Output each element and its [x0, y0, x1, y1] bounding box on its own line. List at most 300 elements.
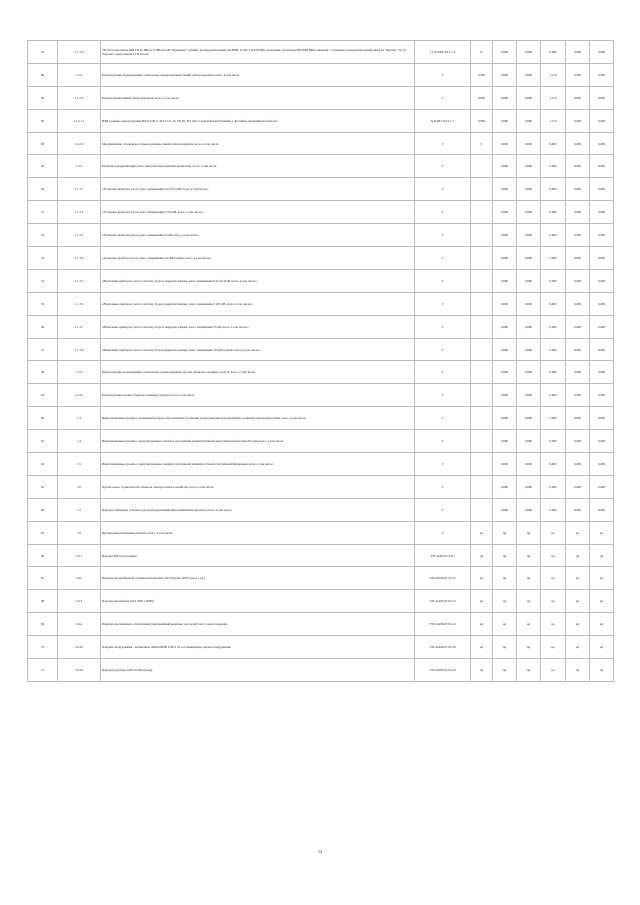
cell-project-id: Г	[415, 86, 471, 109]
cell-value-2: нд	[517, 590, 541, 613]
cell-value-1: 0,000	[493, 178, 517, 201]
cell-value-1: 0,000	[493, 407, 517, 430]
cell-unit	[471, 315, 493, 338]
cell-unit: пс	[471, 41, 493, 64]
cell-project-id: Г	[415, 63, 471, 86]
cell-value-2: нд	[517, 567, 541, 590]
cell-value-1: 0,000	[493, 498, 517, 521]
cell-unit: нд	[471, 544, 493, 567]
cell-row-number: 71	[28, 659, 58, 682]
cell-value-2: нд	[517, 636, 541, 659]
cell-unit: нд	[471, 567, 493, 590]
cell-item-code: 1.6.18	[58, 636, 101, 659]
cell-value-5: 0,000	[590, 63, 614, 86]
cell-value-2: 0,000	[517, 498, 541, 521]
cell-value-1: 0,000	[493, 247, 517, 270]
cell-project-id: Г	[415, 475, 471, 498]
cell-value-4: 0,000	[566, 475, 590, 498]
cell-unit	[471, 201, 493, 224]
cell-item-name: Прочее новое строительство объектов электросетевого хозяйства, всего, в том числе:	[101, 475, 415, 498]
cell-unit	[471, 224, 493, 247]
cell-project-id: ЭТС.КАВ.ОГЭ.6.1	[415, 544, 471, 567]
cell-item-name: Покупка ноутбука АЗУС/ОЭК (бренд)	[101, 659, 415, 682]
cell-item-code: 1.1.3.4	[58, 247, 101, 270]
cell-unit: нд	[471, 613, 493, 636]
cell-value-3: 0,000	[541, 201, 566, 224]
cell-item-code: 1.1.3.2	[58, 201, 101, 224]
cell-item-code: 1.6.19	[58, 659, 101, 682]
cell-item-code: 1.2.3	[58, 155, 101, 178]
table-row	[28, 86, 614, 109]
cell-row-number: 56	[28, 315, 58, 338]
cell-value-1: 0,000	[493, 224, 517, 247]
cell-item-code: 1.2.4	[58, 361, 101, 384]
cell-value-3: 1,113	[541, 86, 566, 109]
cell-project-id: Г	[415, 292, 471, 315]
cell-value-5: нд	[590, 521, 614, 544]
cell-project-id: ЭТС.КАВ.ОГЭ.6.19	[415, 659, 471, 682]
cell-value-4: 0,000	[566, 269, 590, 292]
table-row	[28, 109, 614, 132]
cell-value-2: 0,000	[517, 292, 541, 315]
cell-row-number: 60	[28, 407, 58, 430]
cell-value-5: 0,000	[590, 384, 614, 407]
table-row	[28, 498, 614, 521]
table-row	[28, 636, 614, 659]
cell-value-2: 0,000	[517, 155, 541, 178]
cell-row-number: 53	[28, 224, 58, 247]
table-row	[28, 475, 614, 498]
cell-item-code: 1.6	[58, 475, 101, 498]
cell-row-number: 66	[28, 544, 58, 567]
cell-value-4: 0,000	[566, 178, 590, 201]
cell-value-5: 0,000	[590, 155, 614, 178]
cell-unit	[471, 338, 493, 361]
cell-item-name: Реконструкция, модернизация, техническое перевооружение линий электропередачи, всего, в том числе	[101, 63, 415, 86]
cell-value-5: 0,000	[590, 430, 614, 453]
table-row	[28, 63, 614, 86]
cell-unit	[471, 155, 493, 178]
table-row	[28, 155, 614, 178]
cell-item-code: 1.5	[58, 453, 101, 476]
cell-value-2: 0,000	[517, 269, 541, 292]
cell-value-1: 0,000	[493, 430, 517, 453]
cell-value-2: 0,000	[517, 384, 541, 407]
table-row	[28, 407, 614, 430]
cell-value-3: 0,000	[541, 384, 566, 407]
cell-item-name: «Включение приборов учета в систему сбора и передачи данных, класс напряжения 110 кВ и выше, всего, в том числе:»	[101, 338, 415, 361]
cell-value-4: 0,000	[566, 109, 590, 132]
cell-unit	[471, 475, 493, 498]
cell-value-2: 0,000	[517, 132, 541, 155]
cell-item-name: «Включение приборов учета в систему сбора и передачи данных, класс напряжения 35 кВ, всего, в том числе:»	[101, 315, 415, 338]
cell-value-4: 0,000	[566, 155, 590, 178]
cell-unit	[471, 361, 493, 384]
cell-value-5: 0,000	[590, 224, 614, 247]
cell-value-2: 0,000	[517, 475, 541, 498]
table-row	[28, 361, 614, 384]
cell-item-name: Покупка программного обеспечения (программный комплекс для целей учета электроэнергии)	[101, 613, 415, 636]
cell-value-1: нд	[493, 636, 517, 659]
cell-item-code: 1.1.3.6	[58, 292, 101, 315]
cell-project-id: 1.С.КАВ.ГЛЭ.1.1.9	[415, 41, 471, 64]
cell-unit	[471, 178, 493, 201]
cell-value-3: нд	[541, 544, 566, 567]
cell-item-name: «Включение приборов учета в систему сбора и передачи данных, класс напряжения 6 (10) кВ, всего, в том числе:»	[101, 292, 415, 315]
cell-value-3: 0,000	[541, 315, 566, 338]
cell-value-3: 0,000	[541, 430, 566, 453]
cell-value-1: 0,000	[493, 315, 517, 338]
cell-item-name: Инвестиционные проекты, предусмотренные схемой и программой развития Единой энергетической системы России, всего, в том числе:	[101, 430, 415, 453]
cell-item-name: Покупка оборудования - автомобиль АКМ/ОПОР ТОЕ в 10 составляющая и прочее оборудование	[101, 636, 415, 659]
cell-value-4: нд	[566, 567, 590, 590]
cell-unit: нд	[471, 590, 493, 613]
cell-value-4: нд	[566, 636, 590, 659]
cell-project-id: Г	[415, 155, 471, 178]
table-row	[28, 453, 614, 476]
cell-value-1: нд	[493, 544, 517, 567]
table-row	[28, 201, 614, 224]
cell-value-2: нд	[517, 613, 541, 636]
cell-project-id: Г	[415, 132, 471, 155]
cell-value-5: 0,000	[590, 338, 614, 361]
cell-value-1: 0,000	[493, 384, 517, 407]
cell-value-1: 0,000	[493, 63, 517, 86]
cell-unit	[471, 453, 493, 476]
cell-value-4: 0,000	[566, 361, 590, 384]
cell-value-5: 0,000	[590, 109, 614, 132]
cell-row-number: 94	[28, 178, 58, 201]
table-row	[28, 659, 614, 682]
cell-item-name: Покупка земельных участков для целей реализации инвестиционных проектов, всего, в том числе:	[101, 498, 415, 521]
cell-item-code: 1.1.2.4	[58, 86, 101, 109]
cell-row-number: 65	[28, 521, 58, 544]
cell-value-2: 0,000	[517, 178, 541, 201]
cell-value-4: 0,000	[566, 315, 590, 338]
cell-value-5: нд	[590, 659, 614, 682]
table-row	[28, 430, 614, 453]
cell-item-name: Инвестиционные проекты, реализация которых обуславливается схемами и программами перспективного развития электроэнергетики, всего, в том числе:	[101, 407, 415, 430]
cell-value-4: 0,000	[566, 224, 590, 247]
cell-item-code: 1.1.3.3	[58, 224, 101, 247]
cell-item-code: 1.6.3	[58, 590, 101, 613]
cell-value-3: 0,000	[541, 41, 566, 64]
cell-item-name: Покупка ПК и оргтехники	[101, 544, 415, 567]
cell-project-id: Г	[415, 178, 471, 201]
cell-row-number: 53	[28, 247, 58, 270]
cell-value-4: 0,000	[566, 201, 590, 224]
cell-value-3: нд	[541, 659, 566, 682]
cell-unit: нд	[471, 521, 493, 544]
cell-row-number: 58	[28, 361, 58, 384]
table-row	[28, 292, 614, 315]
table-row	[28, 384, 614, 407]
cell-value-5: 0,000	[590, 41, 614, 64]
cell-row-number: 63	[28, 475, 58, 498]
cell-project-id: ЭТС.КАВ.ОГЭ.6.18	[415, 636, 471, 659]
cell-value-2: 0,000	[517, 41, 541, 64]
cell-unit	[471, 269, 493, 292]
cell-project-id: Г	[415, 247, 471, 270]
cell-unit	[471, 407, 493, 430]
cell-value-5: 0,000	[590, 292, 614, 315]
cell-value-5: 0,000	[590, 407, 614, 430]
cell-row-number: 54	[28, 384, 58, 407]
cell-project-id: К.КАВ.ГЛЭ.2.1.1	[415, 109, 471, 132]
cell-value-4: 0,000	[566, 41, 590, 64]
table-row	[28, 613, 614, 636]
cell-project-id: Г	[415, 384, 471, 407]
cell-value-3: 0,000	[541, 498, 566, 521]
cell-item-name: «Установка приборов учета, класс напряжения 6 (10) кВ, всего, в том числе:»	[101, 201, 415, 224]
cell-item-code: 1.5	[58, 498, 101, 521]
cell-value-3: 0,000	[541, 361, 566, 384]
cell-item-name: «Установка приборов учета, класс напряжения 110 кВ и выше, всего, в том числе:»	[101, 247, 415, 270]
table-row	[28, 567, 614, 590]
cell-row-number: 69	[28, 613, 58, 636]
cell-row-number: 68	[28, 590, 58, 613]
investment-table	[27, 40, 614, 682]
cell-value-3: нд	[541, 590, 566, 613]
cell-value-5: 0,000	[590, 315, 614, 338]
cell-value-5: 0,000	[590, 498, 614, 521]
cell-row-number: 54	[28, 269, 58, 292]
cell-item-name: Развитие и модернизация учета электрической энергии (мощности), всего, в том числе	[101, 155, 415, 178]
cell-value-3: 0,000	[541, 155, 566, 178]
cell-item-code: 1.2.4.1	[58, 384, 101, 407]
cell-value-5: 0,000	[590, 132, 614, 155]
cell-item-code: 1.4	[58, 430, 101, 453]
cell-value-1: 0,000	[493, 475, 517, 498]
cell-item-name: ВЛИ в районе реконструкции ВЛ-0,4 кВ от ТП-6 121 23, ТП 26, ТП-106 от потребителей Н.линий, г. Балтийск, Калининградской обл.	[101, 109, 415, 132]
table-row	[28, 544, 614, 567]
cell-value-5: 0,000	[590, 201, 614, 224]
cell-value-4: 0,000	[566, 498, 590, 521]
cell-project-id: Г	[415, 315, 471, 338]
table-row	[28, 41, 614, 64]
cell-item-code: 1.6	[58, 521, 101, 544]
cell-project-id: Г	[415, 407, 471, 430]
cell-value-3: 0,000	[541, 132, 566, 155]
cell-value-2: 0,000	[517, 315, 541, 338]
cell-unit	[471, 498, 493, 521]
cell-item-code: 1.1.3.1	[58, 178, 101, 201]
cell-item-name: Прочие инвестиционные проекты, всего, в том числе:	[101, 521, 415, 544]
cell-unit	[471, 430, 493, 453]
cell-value-2: 0,000	[517, 63, 541, 86]
cell-value-3: 0,000	[541, 292, 566, 315]
cell-value-5: 0,000	[590, 86, 614, 109]
cell-value-2: 0,000	[517, 201, 541, 224]
cell-value-3: 0,000	[541, 475, 566, 498]
cell-value-3: нд	[541, 567, 566, 590]
cell-row-number: 55	[28, 292, 58, 315]
cell-value-3: 0,000	[541, 407, 566, 430]
cell-value-1: нд	[493, 590, 517, 613]
cell-value-1: нд	[493, 521, 517, 544]
cell-value-4: нд	[566, 521, 590, 544]
cell-project-id: Г	[415, 224, 471, 247]
cell-item-code: 1.2.2.1.1	[58, 109, 101, 132]
cell-unit: 0	[471, 132, 493, 155]
cell-value-4: 0,000	[566, 384, 590, 407]
cell-value-2: нд	[517, 659, 541, 682]
cell-value-5: нд	[590, 567, 614, 590]
cell-value-3: 1,119	[541, 63, 566, 86]
cell-value-2: 0,000	[517, 430, 541, 453]
cell-value-5: 0,000	[590, 361, 614, 384]
cell-item-code: 1.6.2	[58, 567, 101, 590]
cell-value-5: нд	[590, 613, 614, 636]
cell-project-id: Г	[415, 361, 471, 384]
table-row	[28, 338, 614, 361]
cell-unit	[471, 292, 493, 315]
cell-value-2: 0,000	[517, 338, 541, 361]
cell-value-3: нд	[541, 613, 566, 636]
cell-row-number: 61	[28, 430, 58, 453]
cell-unit: нд	[471, 659, 493, 682]
cell-item-code: 1.1.1.6	[58, 41, 101, 64]
cell-project-id: Г	[415, 201, 471, 224]
cell-row-number: 70	[28, 636, 58, 659]
cell-project-id: Г	[415, 453, 471, 476]
cell-value-3: нд	[541, 636, 566, 659]
cell-value-4: 0,000	[566, 430, 590, 453]
cell-value-5: 0,000	[590, 178, 614, 201]
table-row	[28, 224, 614, 247]
cell-unit: 0,000	[471, 86, 493, 109]
cell-value-1: нд	[493, 613, 517, 636]
cell-row-number: 89	[28, 63, 58, 86]
cell-row-number: 92	[28, 109, 58, 132]
cell-item-name: Покупка автомобильной техники (Автомобиль УАЗ Патриот 2022 года и 1 ед.)	[101, 567, 415, 590]
cell-row-number: 90	[28, 132, 58, 155]
table-row	[28, 315, 614, 338]
cell-value-1: нд	[493, 659, 517, 682]
cell-project-id: Г	[415, 269, 471, 292]
cell-row-number: 95	[28, 86, 58, 109]
cell-value-3: 0,000	[541, 338, 566, 361]
cell-unit	[471, 384, 493, 407]
cell-item-code: 1.2.4	[58, 63, 101, 86]
cell-project-id: Г	[415, 338, 471, 361]
cell-item-code: 1.1.3.5	[58, 269, 101, 292]
cell-value-5: 0,000	[590, 247, 614, 270]
cell-item-name: «Установка приборов учета, класс напряжения 0,22 (0,4) кВ, всего, в том числе:»	[101, 178, 415, 201]
cell-item-code: 1.1.3.7	[58, 315, 101, 338]
cell-value-2: 0,000	[517, 453, 541, 476]
cell-item-code: 1.2.2.2	[58, 132, 101, 155]
cell-item-code: 1.6.4	[58, 613, 101, 636]
table-row	[28, 590, 614, 613]
cell-project-id: Г	[415, 521, 471, 544]
cell-value-5: нд	[590, 636, 614, 659]
cell-unit: 0,000	[471, 63, 493, 86]
cell-value-2: 0,000	[517, 109, 541, 132]
cell-row-number: 51	[28, 201, 58, 224]
cell-value-1: нд	[493, 567, 517, 590]
cell-value-3: 1,113	[541, 109, 566, 132]
cell-value-5: 0,000	[590, 475, 614, 498]
cell-project-id: Г	[415, 430, 471, 453]
cell-value-1: 0,000	[493, 155, 517, 178]
cell-item-code: 1.1.3.8	[58, 338, 101, 361]
cell-value-1: 0,000	[493, 292, 517, 315]
cell-item-code: 1.6.1	[58, 544, 101, 567]
cell-value-1: 0,000	[493, 41, 517, 64]
cell-item-code: 1.3	[58, 407, 101, 430]
cell-project-id: Г	[415, 498, 471, 521]
cell-value-4: 0,000	[566, 86, 590, 109]
cell-value-3: 0,000	[541, 453, 566, 476]
cell-value-4: нд	[566, 544, 590, 567]
cell-value-4: 0,000	[566, 338, 590, 361]
cell-row-number: 93	[28, 155, 58, 178]
cell-value-3: 0,000	[541, 178, 566, 201]
cell-item-name: Реконструкция линий электропередачи, всего, в том числе	[101, 86, 415, 109]
cell-value-2: 0,000	[517, 361, 541, 384]
cell-project-id: ЭТС.КАВ.ОГЭ.6.13	[415, 590, 471, 613]
cell-item-name: «Установка приборов учета, класс напряжения 35 кВ, всего, в том числе:»	[101, 224, 415, 247]
cell-value-4: 0,000	[566, 63, 590, 86]
cell-value-2: 0,000	[517, 247, 541, 270]
cell-project-id: ЭТС.КАВ.ОГЭ.6.12	[415, 567, 471, 590]
cell-value-1: 0,000	[493, 132, 517, 155]
table-row	[28, 247, 614, 270]
cell-value-1: 0,000	[493, 338, 517, 361]
cell-value-3: 0,000	[541, 247, 566, 270]
table-row	[28, 269, 614, 292]
cell-value-1: 0,000	[493, 453, 517, 476]
cell-value-2: нд	[517, 544, 541, 567]
cell-value-3: нд	[541, 521, 566, 544]
page-number: 14	[318, 849, 322, 854]
cell-value-4: нд	[566, 590, 590, 613]
cell-value-1: 0,000	[493, 201, 517, 224]
cell-value-5: 0,000	[590, 269, 614, 292]
cell-value-5: 0,000	[590, 453, 614, 476]
cell-project-id: ЭТС.КАВ.ОГЭ.6.14	[415, 613, 471, 636]
cell-value-4: 0,000	[566, 453, 590, 476]
cell-row-number: 62	[28, 453, 58, 476]
cell-value-2: 0,000	[517, 407, 541, 430]
cell-unit	[471, 247, 493, 270]
cell-row-number: 67	[28, 567, 58, 590]
cell-unit: 0,999	[471, 109, 493, 132]
cell-value-4: 0,000	[566, 407, 590, 430]
cell-value-1: 0,000	[493, 86, 517, 109]
cell-value-5: нд	[590, 590, 614, 613]
cell-item-name: ТП тип разделитель 6кВ ТП по ИВ-О-3с Ф6-10,1кВ-"Буденовка" отпайка, распределительный тип ВКВ, 10 кВ, ТП-250 кВА, проводник, изоляторы ВЛ (ВН) ВКВ, анкерная с 2 опорами, распределительный шкаф на "Бурная" / № 10 "Березка" центральная в ТП и 6 квт	[101, 41, 415, 64]
cell-item-name: Реконструкция, модернизация, техническое перевооружение прочих объектов основных средств, всего, в том числе:	[101, 361, 415, 384]
cell-item-name: Модернизация, техническое перевооружение линий электропередачи, всего, в том числе	[101, 132, 415, 155]
table-row	[28, 132, 614, 155]
table-row	[28, 521, 614, 544]
cell-value-4: 0,000	[566, 132, 590, 155]
cell-value-2: 0,000	[517, 224, 541, 247]
cell-unit: нд	[471, 636, 493, 659]
cell-item-name: «Включение приборов учета в систему сбора и передачи данных, класс напряжения 0,22 (0,4) кВ, всего, в том числе:»	[101, 269, 415, 292]
cell-value-4: 0,000	[566, 292, 590, 315]
cell-value-2: 0,000	[517, 86, 541, 109]
cell-value-3: 0,000	[541, 224, 566, 247]
cell-row-number: 91	[28, 41, 58, 64]
cell-value-4: нд	[566, 613, 590, 636]
cell-item-name: Реконструкция прочих объектов основных средств, всего, в том числе	[101, 384, 415, 407]
cell-value-2: нд	[517, 521, 541, 544]
cell-value-4: нд	[566, 659, 590, 682]
cell-item-name: Инвестиционные проекты, предусмотренные схемой и программой развития субъекта Российской Федерации, всего, в том числе:	[101, 453, 415, 476]
